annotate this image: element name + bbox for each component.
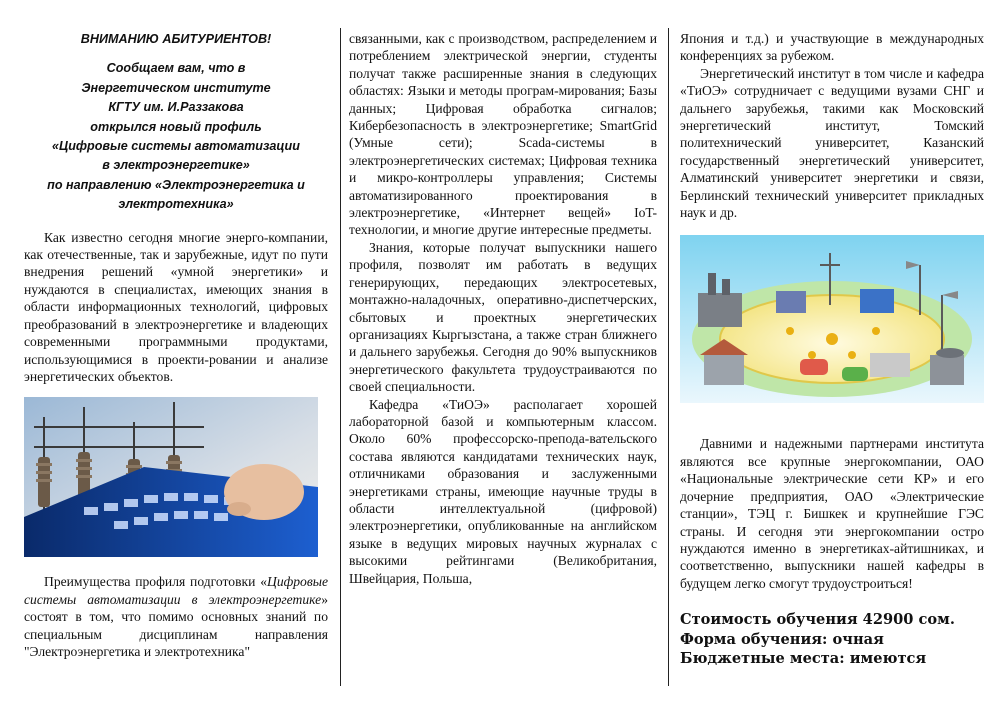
substation-keyboard-photo: [24, 397, 318, 557]
profile-name: Цифровые системы автоматизации в электроэнергетике: [24, 574, 328, 607]
announce-line: Сообщаем вам, что в: [106, 61, 246, 76]
title: ВНИМАНИЮ АБИТУРИЕНТОВ!: [80, 32, 272, 46]
column-divider-2: [668, 28, 669, 686]
announce-line: открылся новый профиль: [90, 119, 262, 134]
subjects-paragraph: связанными, как с производством, распределением и потреблением электрической энергии, студенты получат также расширенные знания в следующих областях: Языки и методы програм-мирования; Базы данных; Цифровая обработка сигналов; Кибербезопасность в электроэнергетике; SmartGrid (Умные сети); Scada-системы в электроэнергетических системах; Цифровая техника и микро-контроллеры управления; Системы автоматизированного проектирования в электроэнергетике, «Интернет вещей» IoT-технологии, и многие другие интересные предметы.: [349, 31, 657, 238]
column-divider-1: [340, 28, 341, 686]
study-form: Форма обучения: очная: [680, 630, 884, 648]
column-2: [349, 30, 657, 587]
advantages-paragraph: Преимущества профиля подготовки «Цифровые системы автоматизации в электроэнергетике» состоят в том, что помимо основных знаний по специальным дисциплинам направления "Электроэнергетика и электротехника": [24, 574, 328, 659]
partners-paragraph: Давними и надежными партнерами института являются все крупные энергокомпании, ОАО «Национальные электрические сети КР» и его дочерние предприятия, ОАО «Электрические станции», ТЭЦ г. Бишкек и крупнейшие ГЭС страны. И сегодня эти энергокомпании остро нуждаются именно в энергетиках-айтишниках, и соответственно, выпускники нашей кафедры в будущем легко смогут трудоустроиться!: [680, 436, 984, 591]
announce-line: в электроэнергетике»: [102, 158, 250, 173]
announce-line: по направлению «Электроэнергетика и: [47, 177, 305, 192]
conferences-paragraph: Япония и т.д.) и участвующие в международных конференциях за рубежом.: [680, 31, 984, 64]
budget-places: Бюджетные места: имеются: [680, 650, 927, 668]
announce-line: электротехника»: [118, 197, 234, 212]
announce-line: Энергетическом институте: [81, 80, 271, 95]
announce-line: «Цифровые системы автоматизации: [52, 139, 300, 154]
cooperation-paragraph: Энергетический институт в том числе и кафедра «ТиОЭ» сотрудничает с ведущими вузами СНГ и дальнего зарубежья, такими как Московский энергетический институт, Томский политехнический университет, Казанский государственный энергетический университет, Алматинский университет энергетики и связи, Берлинский технический университет прикладных наук и др.: [680, 65, 984, 221]
column-1: [24, 30, 328, 660]
department-paragraph: Кафедра «ТиОЭ» располагает хорошей лабораторной базой и компьютерным классом. Около 60% профессорско-препода-вательского состава являются кандидатами технических наук, отличниками образования и заслуженными энергетиками страны, имеющие научные труды в области интеллектуальной (цифровой) электроэнергетики, опубликованные на английском языке в ведущих мировых научных журналах с высокими рейтингами (Великобритания, Швейцария, Польша,: [349, 396, 657, 586]
intro-paragraph: Как известно сегодня многие энерго-компании, как отечественные, так и зарубежные, идут по пути внедрения решений «умной энергетики» и нуждаются в специалистах, имеющих знания в области информационных технологий, цифровых преобразований в электроэнергетике и владеющих современными программными продуктами, использующимися в проекти-ровании и анализе энергетических объектов.: [24, 229, 328, 384]
column-3: [680, 30, 984, 669]
study-info: [680, 610, 984, 669]
tuition-cost: Стоимость обучения 42900 сом.: [680, 611, 955, 629]
announce-line: КГТУ им. И.Раззакова: [108, 100, 244, 115]
announcement: [24, 59, 328, 214]
careers-paragraph: Знания, которые получат выпускники нашего профиля, позволят им работать в ведущих генерирующих, передающих электросетевых, монтажно-наладочных, оперативно-диспетчерских, сбытовых и проектных энергетических организациях Кыргызстана, а также стран ближнего и дальнего зарубежья. Сегодня до 90% выпускников энергетического факультета трудоустраиваются по своей специальности.: [349, 239, 657, 395]
smart-grid-illustration: [680, 235, 984, 403]
